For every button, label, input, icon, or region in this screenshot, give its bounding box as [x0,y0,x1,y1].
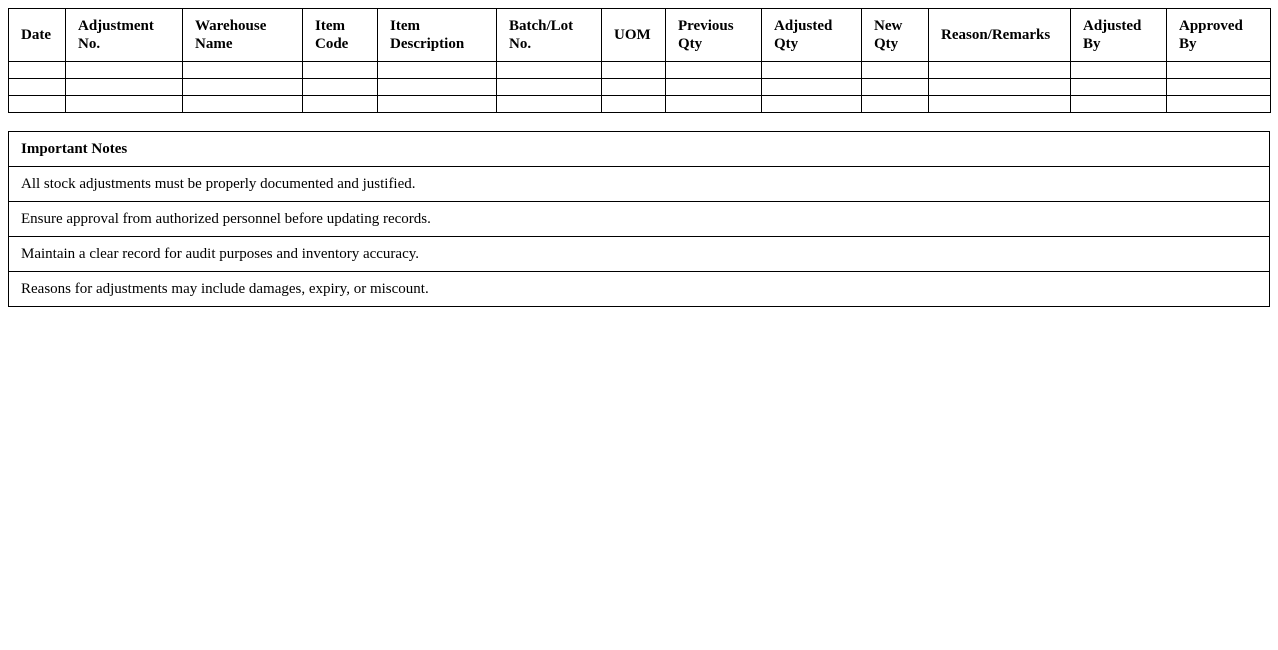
table-cell-reason-remarks[interactable] [929,62,1071,79]
note-item: Reasons for adjustments may include damages, expiry, or miscount. [9,272,1270,307]
table-cell-previous-qty[interactable] [666,62,762,79]
table-cell-adjustment-no[interactable] [66,79,183,96]
column-header-reason-remarks: Reason/Remarks [929,9,1071,62]
table-header-row [9,9,1271,62]
note-row [9,202,1270,237]
note-item: All stock adjustments must be properly documented and justified. [9,167,1270,202]
column-header-batch-lot-no: Batch/Lot No. [497,9,602,62]
table-cell-adjusted-by[interactable] [1071,62,1167,79]
table-cell-item-description[interactable] [378,96,497,113]
table-cell-uom[interactable] [602,62,666,79]
table-cell-adjusted-by[interactable] [1071,79,1167,96]
table-cell-adjusted-qty[interactable] [762,62,862,79]
table-cell-item-code[interactable] [303,79,378,96]
table-cell-new-qty[interactable] [862,96,929,113]
table-cell-warehouse-name[interactable] [183,62,303,79]
column-header-uom: UOM [602,9,666,62]
important-notes-table [8,131,1270,307]
table-cell-approved-by[interactable] [1167,79,1271,96]
table-cell-item-code[interactable] [303,96,378,113]
table-cell-date[interactable] [9,96,66,113]
column-header-previous-qty: Previous Qty [666,9,762,62]
table-cell-batch-lot-no[interactable] [497,62,602,79]
table-row [9,62,1271,79]
column-header-date: Date [9,9,66,62]
table-cell-reason-remarks[interactable] [929,79,1071,96]
stock-adjustment-table [8,8,1271,113]
note-item: Maintain a clear record for audit purposes and inventory accuracy. [9,237,1270,272]
table-cell-batch-lot-no[interactable] [497,96,602,113]
note-row [9,167,1270,202]
column-header-item-code: Item Code [303,9,378,62]
table-cell-new-qty[interactable] [862,79,929,96]
table-cell-reason-remarks[interactable] [929,96,1071,113]
table-cell-item-description[interactable] [378,79,497,96]
column-header-adjustment-no: Adjustment No. [66,9,183,62]
column-header-adjusted-by: Adjusted By [1071,9,1167,62]
table-cell-warehouse-name[interactable] [183,79,303,96]
note-row [9,237,1270,272]
column-header-item-description: Item Description [378,9,497,62]
note-row [9,272,1270,307]
table-cell-uom[interactable] [602,96,666,113]
table-cell-item-description[interactable] [378,62,497,79]
table-cell-uom[interactable] [602,79,666,96]
column-header-new-qty: New Qty [862,9,929,62]
table-row [9,96,1271,113]
table-cell-adjusted-by[interactable] [1071,96,1167,113]
column-header-warehouse-name: Warehouse Name [183,9,303,62]
table-cell-adjustment-no[interactable] [66,96,183,113]
note-item: Ensure approval from authorized personnel before updating records. [9,202,1270,237]
table-cell-previous-qty[interactable] [666,96,762,113]
table-cell-adjustment-no[interactable] [66,62,183,79]
notes-heading: Important Notes [9,132,1270,167]
table-cell-adjusted-qty[interactable] [762,96,862,113]
column-header-approved-by: Approved By [1167,9,1271,62]
notes-heading-row [9,132,1270,167]
table-cell-approved-by[interactable] [1167,96,1271,113]
table-cell-approved-by[interactable] [1167,62,1271,79]
table-cell-warehouse-name[interactable] [183,96,303,113]
table-cell-adjusted-qty[interactable] [762,79,862,96]
table-cell-new-qty[interactable] [862,62,929,79]
column-header-adjusted-qty: Adjusted Qty [762,9,862,62]
table-cell-previous-qty[interactable] [666,79,762,96]
table-cell-date[interactable] [9,79,66,96]
table-row [9,79,1271,96]
table-cell-batch-lot-no[interactable] [497,79,602,96]
table-cell-item-code[interactable] [303,62,378,79]
table-cell-date[interactable] [9,62,66,79]
